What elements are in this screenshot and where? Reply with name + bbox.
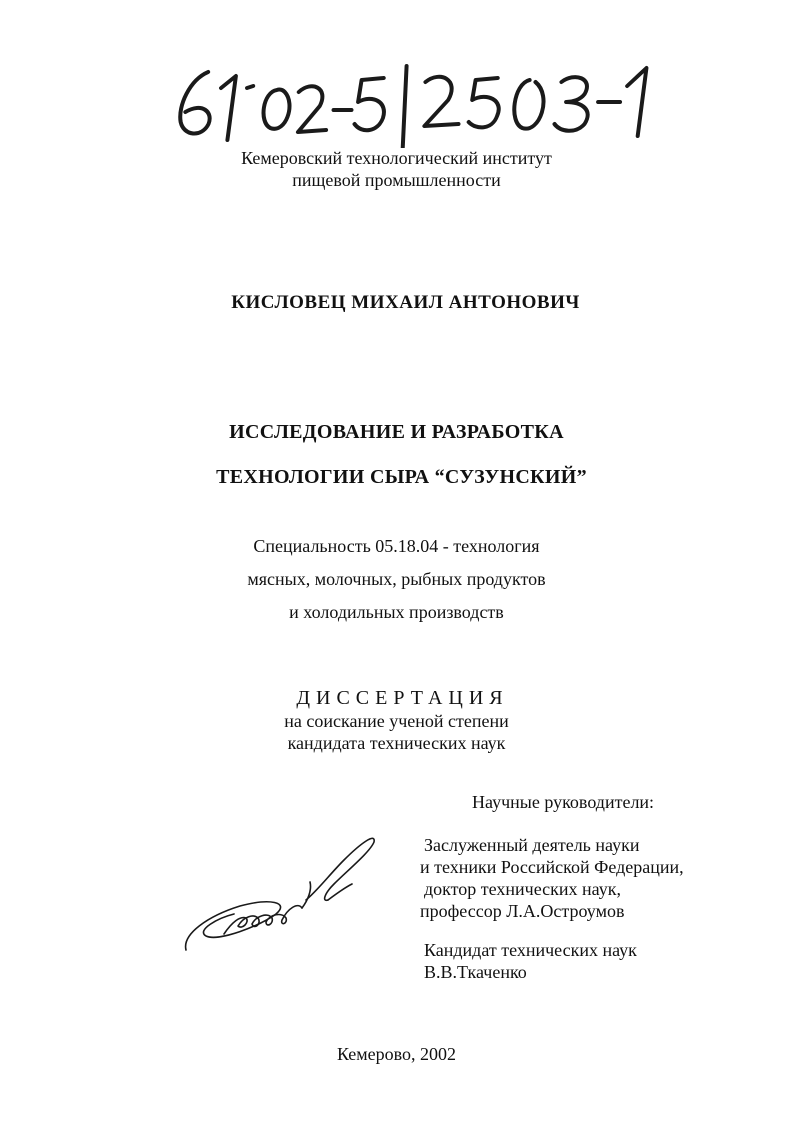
title-line-2: ТЕХНОЛОГИИ СЫРА “СУЗУНСКИЙ” <box>216 466 587 488</box>
dissertation-line-1: на соискание ученой степени <box>284 711 509 731</box>
archive-code-drawing <box>165 58 671 148</box>
title-line-1: ИССЛЕДОВАНИЕ И РАЗРАБОТКА <box>229 421 564 443</box>
supervisor-second <box>424 939 637 983</box>
dissertation-line-2: кандидата технических наук <box>287 733 506 753</box>
city-year: Кемерово, 2002 <box>336 1044 457 1064</box>
specialty-line-2: мясных, молочных, рыбных продуктов <box>247 569 546 589</box>
supervisor-second-line-1: Кандидат технических наук <box>424 940 637 960</box>
supervisor-first-line-1: Заслуженный деятель науки <box>424 835 640 855</box>
specialty-block <box>0 530 793 629</box>
supervisor-first-line-2: и техники Российской Федерации, <box>420 857 684 877</box>
supervisors-heading: Научные руководители: <box>472 792 655 812</box>
institute-line-2: пищевой промышленности <box>292 170 501 190</box>
institute-name <box>0 147 793 191</box>
supervisor-first-line-4: профессор Л.А.Остроумов <box>420 901 625 921</box>
dissertation-degree <box>0 710 793 754</box>
signature <box>178 830 388 975</box>
dissertation-heading: ДИССЕРТАЦИЯ <box>296 687 509 709</box>
supervisor-first <box>420 834 684 922</box>
specialty-line-3: и холодильных производств <box>289 602 504 622</box>
archive-code-handwritten <box>165 58 671 148</box>
institute-line-1: Кемеровский технологический институт <box>241 148 552 168</box>
author-name: КИСЛОВЕЦ МИХАИЛ АНТОНОВИЧ <box>231 292 580 313</box>
specialty-line-1: Специальность 05.18.04 - технология <box>253 536 540 556</box>
supervisor-second-line-2: В.В.Ткаченко <box>424 962 527 982</box>
supervisor-first-line-3: доктор технических наук, <box>424 879 621 899</box>
signature-drawing <box>178 830 388 970</box>
